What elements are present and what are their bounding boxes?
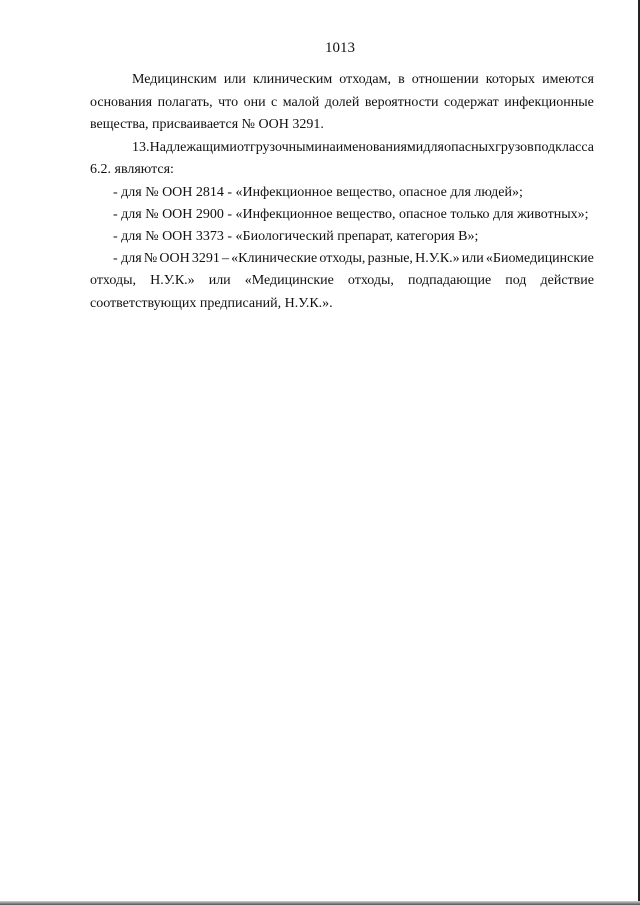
paragraph-3-line-3: соответствующих предписаний, Н.У.К.». [90, 296, 333, 311]
paragraph-2-line-2: 6.2. являются: [90, 162, 174, 177]
word: «Биомедицинские [485, 251, 594, 266]
list-item: - для № ООН 2900 - «Инфекционное вещество, опасное только для животных»; [113, 207, 589, 222]
word: отгрузочными [237, 140, 322, 155]
paragraph-1-line-1 [132, 72, 594, 88]
word: содержат [443, 95, 499, 110]
paragraph-1-line-3: вещества, присваивается № ООН 3291. [90, 117, 324, 132]
word: для [423, 140, 444, 155]
word: полагать, [157, 95, 213, 110]
word: грузов [495, 140, 534, 155]
scan-edge-bottom [0, 901, 640, 905]
word: № [143, 251, 158, 266]
word: отходы, [90, 273, 137, 288]
word: 3291 [191, 251, 220, 266]
word: - для [113, 251, 142, 266]
list-item: - для № ООН 2814 - «Инфекционное вещество, опасное для людей»; [113, 185, 523, 200]
word: которых [485, 72, 536, 87]
word: отходы, [347, 273, 394, 288]
word: долей [324, 95, 360, 110]
word: клиническим [252, 72, 333, 87]
word: ООН [159, 251, 190, 266]
word: наименованиями [322, 140, 424, 155]
paragraph-2-line-1 [132, 140, 594, 156]
page-number: 1013 [325, 40, 355, 56]
word: малой [282, 95, 320, 110]
word: действие [540, 273, 594, 288]
word: Медицинским [132, 72, 217, 87]
word: под [505, 273, 527, 288]
word: «Медицинские [244, 273, 334, 288]
word: основания [90, 95, 153, 110]
word: или [223, 72, 246, 87]
word: разные, [367, 251, 413, 266]
word: с [271, 95, 278, 110]
word: 13. [132, 140, 150, 155]
word: имеются [542, 72, 594, 87]
word: отходам, [339, 72, 391, 87]
word: или [461, 251, 484, 266]
word: в [398, 72, 405, 87]
word: отходы, [319, 251, 366, 266]
word: Надлежащими [149, 140, 237, 155]
word: или [208, 273, 231, 288]
word: опасных [444, 140, 495, 155]
word: Н.У.К.» [150, 273, 195, 288]
paragraph-3-line-2 [90, 273, 594, 289]
word: что [218, 95, 239, 110]
word: – [221, 251, 229, 266]
word: вероятности [364, 95, 439, 110]
word: отношении [411, 72, 479, 87]
word: Н.У.К.» [415, 251, 460, 266]
paragraph-1-line-2 [90, 95, 594, 111]
word: «Клинические [231, 251, 318, 266]
word: инфекционные [504, 95, 594, 110]
paragraph-3-line-1 [113, 251, 594, 267]
word: подпадающие [407, 273, 492, 288]
word: они [243, 95, 266, 110]
list-item: - для № ООН 3373 - «Биологический препарат, категория В»; [113, 229, 479, 244]
word: подкласса [533, 140, 594, 155]
